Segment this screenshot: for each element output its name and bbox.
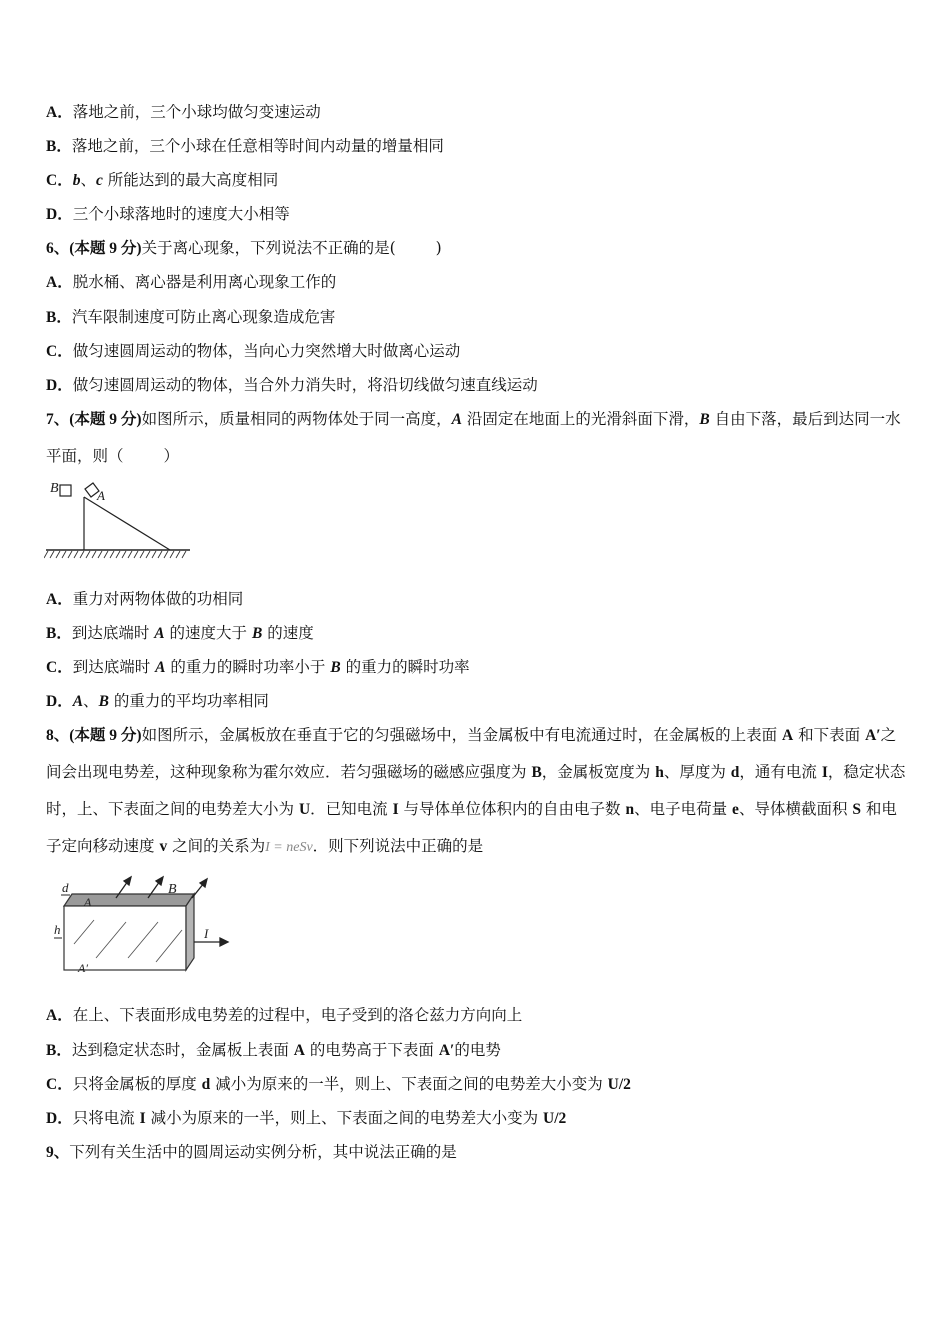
label-a: A <box>97 488 105 503</box>
symbol: d <box>201 1076 211 1093</box>
option-text: 做匀速圆周运动的物体，当向心力突然增大时做离心运动 <box>72 342 461 360</box>
option-text: 的电势高于下表面 <box>304 1041 439 1059</box>
q5-option-c <box>46 170 278 191</box>
option-label: C． <box>46 659 73 676</box>
symbol: A <box>782 727 794 744</box>
option-text: 只将金属板的厚度 <box>72 1075 202 1093</box>
q8-option-a <box>46 1005 522 1026</box>
q6-option-b <box>46 307 335 328</box>
option-label: A． <box>46 104 73 121</box>
label-h: h <box>54 922 61 937</box>
option-label: A． <box>46 274 73 291</box>
label-i: I <box>204 926 209 941</box>
question-number: 7、 <box>46 411 70 428</box>
option-label: D． <box>46 206 73 223</box>
label-b: B <box>168 882 177 897</box>
stem-text: 、厚度为 <box>663 763 731 781</box>
option-label: B． <box>46 1042 72 1059</box>
symbol-b: B <box>98 693 109 710</box>
stem-text: 和下表面 <box>793 726 866 744</box>
q6-option-c <box>46 341 460 362</box>
symbol: A′ <box>438 1042 455 1059</box>
stem-text: 与导体单位体积内的自由电子数 <box>398 800 626 818</box>
q7-option-b <box>46 623 314 644</box>
symbol: e <box>732 801 739 818</box>
formula-image: I = neSv <box>265 840 313 855</box>
symbol-b: B <box>330 659 341 676</box>
symbol: n <box>625 801 635 818</box>
symbol-c: c <box>95 172 103 189</box>
q5-option-b <box>46 136 444 157</box>
question-score: (本题 9 分) <box>69 727 142 744</box>
option-text: 到达底端时 <box>72 658 156 676</box>
q6-option-d <box>46 375 538 396</box>
option-text: 落地之前，三个小球均做匀变速运动 <box>72 103 321 121</box>
option-label: D． <box>46 693 73 710</box>
symbol: U/2 <box>543 1110 567 1127</box>
option-text: 减小为原来的一半，则上、下表面之间的电势差大小变为 <box>210 1075 608 1093</box>
question-score: (本题 9 分) <box>69 240 142 257</box>
q7-option-d <box>46 691 269 712</box>
option-label: A． <box>46 591 73 608</box>
option-text: 重力对两物体做的功相同 <box>72 590 244 608</box>
q6-option-a <box>46 272 336 293</box>
stem-text: 之间会出现电势差，这种现象称为霍尔效应．若匀强磁场的磁感应强度为 <box>46 726 897 781</box>
question-paren-close: ） <box>163 447 180 465</box>
symbol-a: A <box>155 659 166 676</box>
stem-text: ，稳定状态时，上、下表面之间的电势差大小为 <box>46 763 906 818</box>
q8-option-d <box>46 1108 566 1129</box>
q6-stem <box>46 238 442 259</box>
option-text: 的速度大于 <box>164 624 252 642</box>
stem-text: 沿固定在地面上的光滑斜面下滑， <box>461 410 700 428</box>
symbol: S <box>852 801 861 818</box>
symbol: U <box>298 801 311 818</box>
block-b <box>60 485 71 496</box>
option-label: B． <box>46 309 72 326</box>
option-label: B． <box>46 138 72 155</box>
symbol-a: A <box>72 693 84 710</box>
question-stem: 下列有关生活中的圆周运动实例分析，其中说法正确的是 <box>69 1143 457 1161</box>
symbol: B <box>531 764 542 781</box>
q5-option-d <box>46 204 290 225</box>
option-text: 的速度 <box>262 624 314 642</box>
question-number: 8、 <box>46 727 70 744</box>
option-text: 在上、下表面形成电势差的过程中，电子受到的洛仑兹力方向向上 <box>72 1006 523 1024</box>
q8-option-c <box>46 1074 631 1095</box>
option-label: C． <box>46 1076 73 1093</box>
stem-text: 、导体横截面积 <box>738 800 853 818</box>
stem-text: 如图所示，金属板放在垂直于它的匀强磁场中，当金属板中有电流通过时，在金属板的上表面 <box>141 726 783 744</box>
stem-text: 、电子电荷量 <box>634 800 733 818</box>
option-text: 三个小球落地时的速度大小相等 <box>72 205 290 223</box>
separator: 、 <box>83 692 99 710</box>
symbol: U/2 <box>607 1076 631 1093</box>
option-text: 到达底端时 <box>71 624 155 642</box>
q8-option-b <box>46 1040 501 1061</box>
q7-option-a <box>46 589 243 610</box>
option-label: D． <box>46 377 73 394</box>
symbol-b: b <box>72 172 81 189</box>
question-number: 9、 <box>46 1144 70 1161</box>
option-text: 的重力的瞬时功率小于 <box>165 658 331 676</box>
option-label: D． <box>46 1110 73 1127</box>
symbol: I <box>139 1110 146 1127</box>
symbol-a: A <box>154 625 165 642</box>
ground-hatching <box>44 551 186 558</box>
label-a-prime: A′ <box>78 961 88 975</box>
option-text: 的重力的瞬时功率 <box>340 658 470 676</box>
stem-text: 如图所示，质量相同的两物体处于同一高度， <box>141 410 452 428</box>
option-label: C． <box>46 343 73 360</box>
q5-option-a <box>46 102 321 123</box>
option-text: 所能达到的最大高度相同 <box>102 171 279 189</box>
hall-effect-figure <box>46 872 236 982</box>
question-score: (本题 9 分) <box>69 411 142 428</box>
q8-stem <box>46 717 906 866</box>
stem-text: ，通有电流 <box>739 763 822 781</box>
symbol: A <box>293 1042 305 1059</box>
option-text: 的电势 <box>454 1041 501 1059</box>
option-text: 落地之前，三个小球在任意相等时间内动量的增量相同 <box>71 137 444 155</box>
option-text: 的重力的平均功率相同 <box>108 692 269 710</box>
stem-text: 和电子定向移动速度 <box>46 800 897 855</box>
symbol-b: B <box>699 411 710 428</box>
option-text: 脱水桶、离心器是利用离心现象工作的 <box>72 273 337 291</box>
option-text: 达到稳定状态时，金属板上表面 <box>71 1041 294 1059</box>
option-text: 只将电流 <box>72 1109 140 1127</box>
option-label: A． <box>46 1007 73 1024</box>
label-a: A <box>84 895 92 909</box>
stem-text: ，金属板宽度为 <box>541 763 656 781</box>
label-b: B <box>50 481 59 496</box>
stem-text: 之间的关系为 <box>167 837 266 855</box>
stem-text: 自由下落，最后到达同一水平面，则（ <box>46 410 901 465</box>
separator: 、 <box>80 171 96 189</box>
current-arrow <box>194 938 228 946</box>
symbol: A′ <box>865 727 881 744</box>
label-d: d <box>62 880 69 895</box>
stem-text: ．则下列说法中正确的是 <box>312 837 484 855</box>
question-number: 6、 <box>46 240 70 257</box>
option-label: B． <box>46 625 72 642</box>
symbol: d <box>730 764 740 781</box>
symbol-a: A <box>451 411 462 428</box>
symbol: v <box>159 838 168 855</box>
question-stem: 关于离心现象，下列说法不正确的是( <box>141 239 396 257</box>
incline-figure <box>44 474 194 564</box>
q9-stem <box>46 1142 457 1163</box>
plate-side-face <box>186 894 194 970</box>
symbol-b: B <box>251 625 263 642</box>
option-label: C． <box>46 172 73 189</box>
option-text: 做匀速圆周运动的物体，当合外力消失时，将沿切线做匀速直线运动 <box>72 376 538 394</box>
symbol: h <box>655 764 664 781</box>
symbol: I <box>392 801 399 818</box>
symbol: I <box>821 764 828 781</box>
incline-slope <box>84 497 170 550</box>
option-text: 减小为原来的一半，则上、下表面之间的电势差大小变为 <box>145 1109 544 1127</box>
option-text: 汽车限制速度可防止离心现象造成危害 <box>71 308 336 326</box>
question-paren-close: ) <box>435 239 442 257</box>
q7-stem <box>46 401 906 475</box>
q7-option-c <box>46 657 470 678</box>
stem-text: ．已知电流 <box>310 800 393 818</box>
